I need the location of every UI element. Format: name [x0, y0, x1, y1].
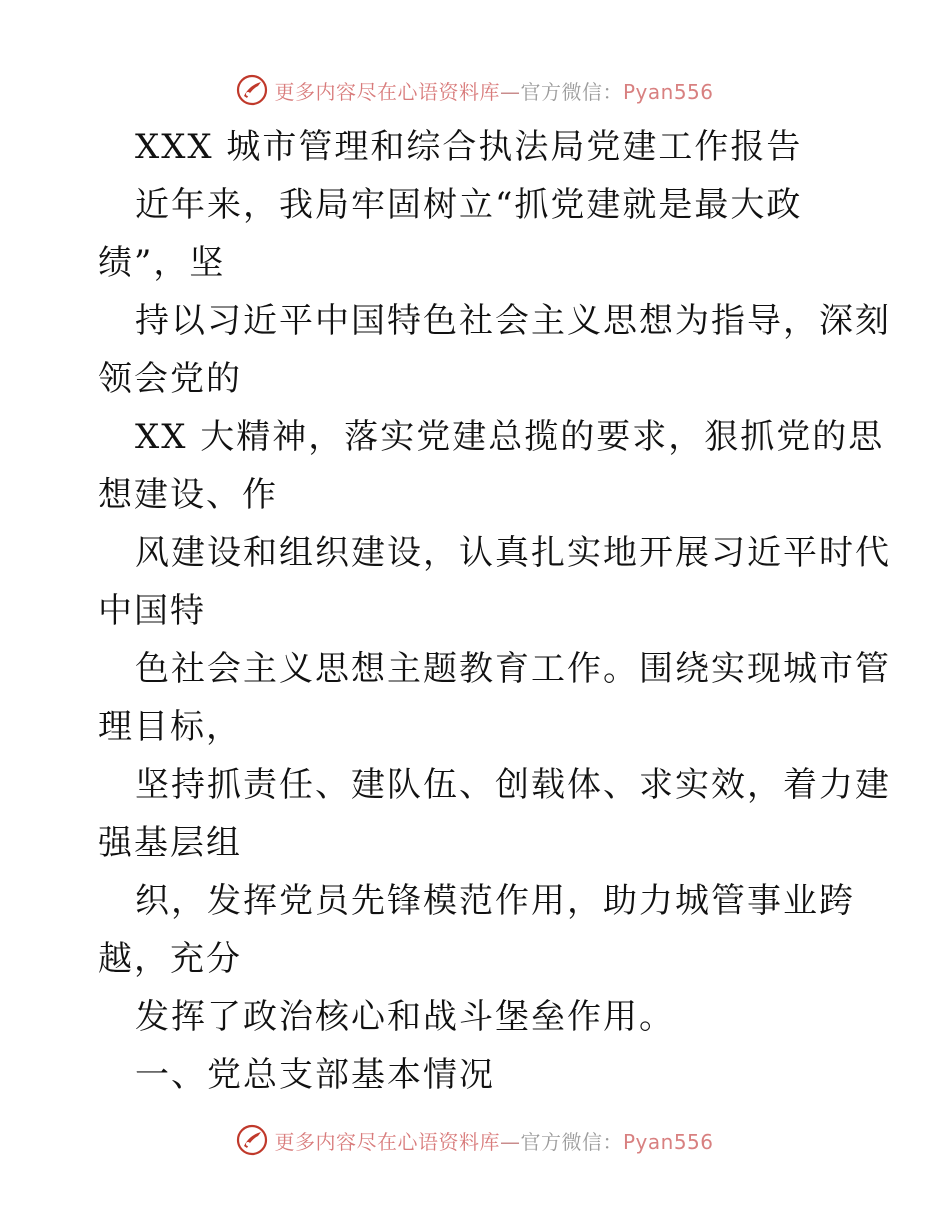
watermark-wechat: Pyan556: [622, 79, 714, 104]
text-line: 想建设、作: [98, 475, 278, 515]
text-line: 强基层组: [98, 823, 242, 863]
text-line: 风建设和组织建设，认真扎实地开展习近平时代: [135, 533, 891, 573]
watermark-site: 更多内容尽在心语资料库: [274, 1129, 500, 1154]
pen-logo-icon: [236, 74, 268, 106]
pen-logo-icon: [236, 1124, 268, 1156]
watermark-footer: [0, 1120, 950, 1160]
text-line: 坚持抓责任、建队伍、创载体、求实效，着力建: [135, 765, 891, 805]
text-line: 越，充分: [98, 939, 242, 979]
text-line: 持以习近平中国特色社会主义思想为指导，深刻: [135, 301, 891, 341]
watermark-text: [274, 1126, 713, 1155]
text-line: 色社会主义思想主题教育工作。围绕实现城市管: [135, 649, 891, 689]
text-line: 近年来，我局牢固树立“抓党建就是最大政: [135, 185, 803, 225]
text-line: 领会党的: [98, 359, 242, 399]
watermark-label: 官方微信：: [520, 79, 623, 104]
text-line: 理目标，: [98, 707, 242, 747]
text-line: 中国特: [98, 591, 206, 631]
watermark-label: 官方微信：: [520, 1129, 623, 1154]
text-line: 发挥了政治核心和战斗堡垒作用。: [135, 997, 675, 1037]
watermark-header: [0, 70, 950, 110]
text-line: XXX 城市管理和综合执法局党建工作报告: [135, 127, 803, 167]
watermark-separator: —: [499, 1129, 521, 1154]
text-line: 织，发挥党员先锋模范作用，助力城管事业跨: [135, 881, 855, 921]
document-body: [98, 118, 891, 1104]
watermark-separator: —: [499, 79, 521, 104]
watermark-wechat: Pyan556: [622, 1129, 714, 1154]
watermark-text: [274, 76, 713, 105]
watermark-site: 更多内容尽在心语资料库: [274, 79, 500, 104]
text-line: XX 大精神，落实党建总揽的要求，狠抓党的思: [135, 417, 885, 457]
text-line: 绩”，坚: [98, 243, 226, 283]
text-line: 一、党总支部基本情况: [135, 1055, 495, 1095]
